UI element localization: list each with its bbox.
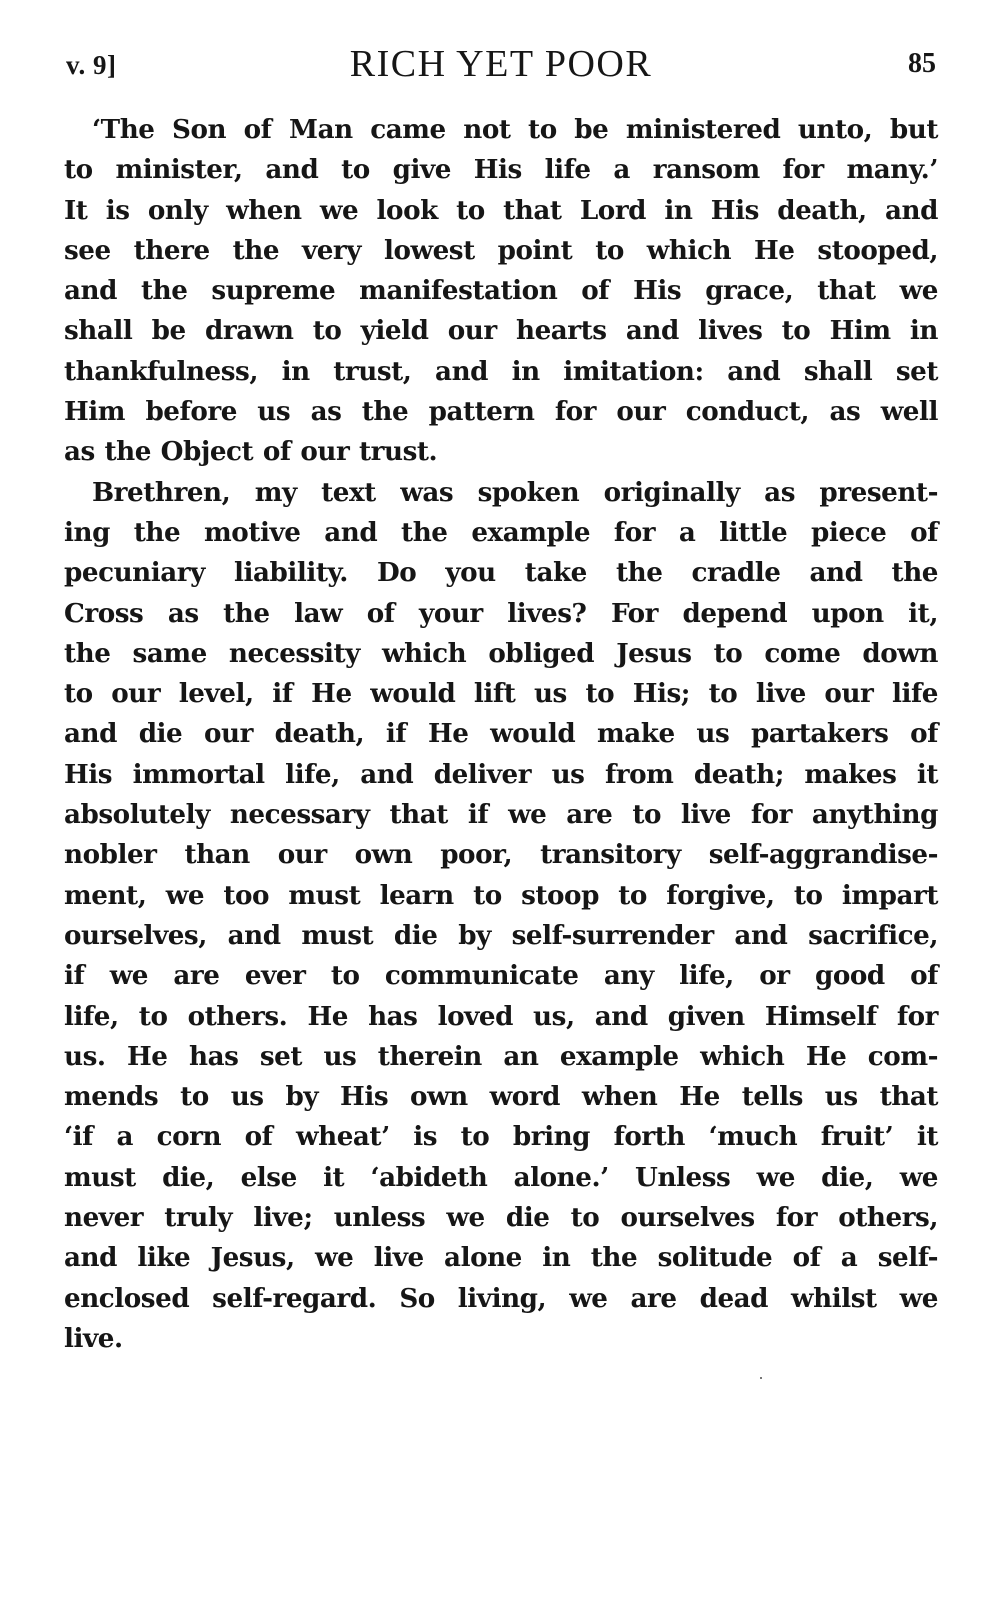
paragraph-1 (64, 110, 938, 473)
text-line: life, to others. He has loved us, and given Himself for (64, 1000, 938, 1032)
text-line: see there the very lowest point to which He stooped, (64, 234, 938, 266)
text-line: enclosed self-regard. So living, we are dead whilst we (64, 1282, 938, 1314)
text-line: pecuniary liability. Do you take the cradle and the (64, 557, 938, 589)
text-line: ‘The Son of Man came not to be ministered unto, but (92, 114, 938, 145)
text-line: Him before us as the pattern for our conduct, as well (64, 396, 938, 428)
text-line: thankfulness, in trust, and in imitation: and shall set (64, 355, 938, 387)
text-line: the same necessity which obliged Jesus to come down (64, 637, 938, 669)
print-speck (760, 1377, 762, 1379)
running-head (64, 38, 938, 88)
text-line: and die our death, if He would make us partakers of (64, 718, 938, 750)
text-line: as the Object of our trust. (64, 436, 438, 468)
text-line: ing the motive and the example for a little piece of (64, 516, 938, 548)
text-line: Brethren, my text was spoken originally as present- (92, 476, 938, 508)
text-line: to our level, if He would lift us to His; to live our life (64, 678, 938, 710)
text-line: must die, else it ‘abideth alone.’ Unless we die, we (64, 1161, 938, 1193)
verse-reference: v. 9] (66, 50, 117, 80)
text-line: Cross as the law of your lives? For depend upon it, (64, 597, 938, 629)
text-line: mends to us by His own word when He tells us that (64, 1081, 938, 1113)
text-line: if we are ever to communicate any life, or good of (64, 960, 938, 992)
text-line: and the supreme manifestation of His grace, that we (64, 275, 938, 307)
text-line: to minister, and to give His life a ransom for many.’ (64, 154, 938, 186)
text-line: shall be drawn to yield our hearts and lives to Him in (64, 315, 938, 347)
text-line: ‘if a corn of wheat’ is to bring forth ‘much fruit’ it (64, 1121, 938, 1153)
text-line: His immortal life, and deliver us from death; makes it (64, 758, 938, 790)
page-number: 85 (908, 48, 936, 79)
text-line: and like Jesus, we live alone in the solitude of a self- (64, 1242, 938, 1274)
chapter-title: RICH YET POOR (349, 43, 653, 85)
text-line: It is only when we look to that Lord in His death, and (64, 194, 938, 226)
paragraph-2 (64, 473, 938, 1360)
text-line: nobler than our own poor, transitory self-aggrandise- (64, 839, 938, 871)
text-line: ourselves, and must die by self-surrender and sacrifice, (64, 919, 938, 951)
text-line: absolutely necessary that if we are to live for anything (64, 799, 938, 831)
text-line: ment, we too must learn to stoop to forgive, to impart (64, 879, 938, 911)
text-line: never truly live; unless we die to ourselves for others, (64, 1202, 938, 1234)
text-line: live. (64, 1322, 123, 1354)
body-text (64, 110, 938, 1359)
book-page (64, 38, 938, 1359)
text-line: us. He has set us therein an example which He com- (64, 1040, 938, 1072)
